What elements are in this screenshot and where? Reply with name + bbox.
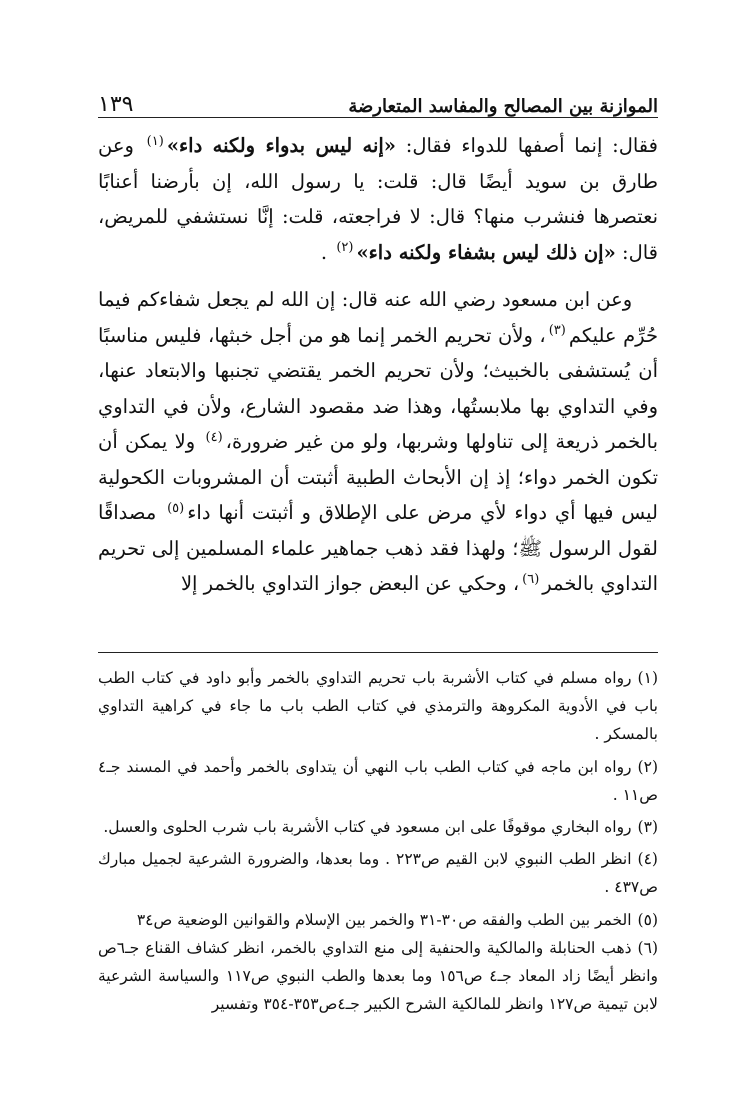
footnote-number: (٥) [637,910,658,929]
text-run: مصداقًا لقول الرسول ﷺ؛ ولهذا فقد ذهب جماهير علماء المسلمين إلى تحريم التداوي بالخمر [98,501,658,595]
footnote-number: (٦) [637,938,658,957]
footnote-text: رواه مسلم في كتاب الأشربة باب تحريم التداوي بالخمر وأبو داود في كتاب الطب باب في الأدوية المكروهة والترمذي في كتاب الطب باب ما جاء في كراهية التداوي بالمسكر . [98,669,658,744]
text-run: ، وحكي عن البعض جواز التداوي بالخمر إلا [180,572,520,595]
footnote-ref-6[interactable]: (٦) [522,571,540,587]
footnote-number: (٣) [637,818,658,837]
header-rule [98,117,658,118]
footnote-text: رواه ابن ماجه في كتاب الطب باب النهي أن يتداوى بالخمر وأحمد في المسند جـ٤ ص١١ . [98,757,658,804]
footnote-5 [98,906,658,934]
paragraph-1 [98,128,658,270]
paragraph-2 [98,282,658,602]
footnote-ref-3[interactable]: (٣) [548,323,566,338]
footnote-3 [98,813,658,841]
text-run: فقال: إنما أصفها للدواء فقال: [395,134,658,157]
footnote-number: (١) [637,669,658,687]
footnotes [98,664,658,1018]
hadith-quote: «إنه ليس بدواء ولكنه داء» [166,134,396,157]
text-run: ولا يمكن أن تكون الخمر دواء؛ إذ إن الأبحاث الطبية أثبتت أن المشروبات الكحولية ليس فيها أي دواء لأي مرض على الإطلاق و أثبتت أنها داء [98,430,658,524]
footnote-ref-2[interactable]: (٢) [336,240,354,255]
main-text [98,128,658,602]
footnote-1 [98,664,658,749]
footnote-ref-4[interactable]: (٤) [205,429,223,445]
footnote-2 [98,753,658,809]
running-title: الموازنة بين المصالح والمفاسد المتعارضة [348,96,658,117]
footnote-text: الخمر بين الطب والفقه ص٣٠-٣١ والخمر بين الإسلام والقوانين الوضعية ص٣٤ [136,910,632,929]
footnote-ref-5[interactable]: (٥) [167,500,185,516]
footnote-text: ذهب الحنابلة والمالكية والحنفية إلى منع التداوي بالخمر، انظر كشاف القناع جـ٦ص وانظر أيضًا زاد المعاد جـ٤ ص١٥٦ وما بعدها والطب النبوي ص١١٧ والسياسة الشرعية لابن تيمية ص١٢٧ وانظر للمالكية الشرح الكبير جـ٤ص٣٥٣-٣٥٤ وتفسير [98,938,658,1014]
footnote-number: (٢) [637,757,658,776]
text-run: . [320,240,334,264]
footnote-ref-1[interactable]: (١) [146,133,164,149]
hadith-quote: «إن ذلك ليس بشفاء ولكنه داء» [356,240,616,264]
page-number: ١٣٩ [98,92,134,117]
running-head [98,84,658,116]
footnote-rule [98,652,658,653]
footnote-text: رواه البخاري موقوفًا على ابن مسعود في كتاب الأشربة باب شرب الحلوى والعسل. [103,818,632,837]
footnote-number: (٤) [637,850,658,869]
text-run: وعن ابن مسعود رضي الله عنه قال: إن الله لم يجعل شفاءكم فيما حُرِّم عليكم [98,288,658,347]
footnote-6 [98,934,658,1019]
text-run: وعن طارق بن سويد أيضًا قال: قلت: يا رسول الله، إن بأرضنا أعنابًا نعتصرها فنشرب منها؟ قال: لا فراجعته، قلت: إنَّا نستشفي للمريض، قال: [98,134,658,264]
footnote-4 [98,845,658,901]
footnote-text: انظر الطب النبوي لابن القيم ص٢٢٣ . وما بعدها، والضرورة الشرعية لجميل مبارك ص٤٣٧ . [98,850,658,897]
text-run: ، ولأن تحريم الخمر إنما هو من أجل خبثها، فليس مناسبًا أن يُستشفى بالخبيث؛ ولأن تحريم الخمر يقتضي تجنبها والابتعاد عنها، وفي التداوي بها ملابستُها، وهذا ضد مقصود الشارع، ولأن في التداوي بالخمر ذريعة إلى تناولها وشربها، ولو من غير ضرورة، [98,323,659,453]
